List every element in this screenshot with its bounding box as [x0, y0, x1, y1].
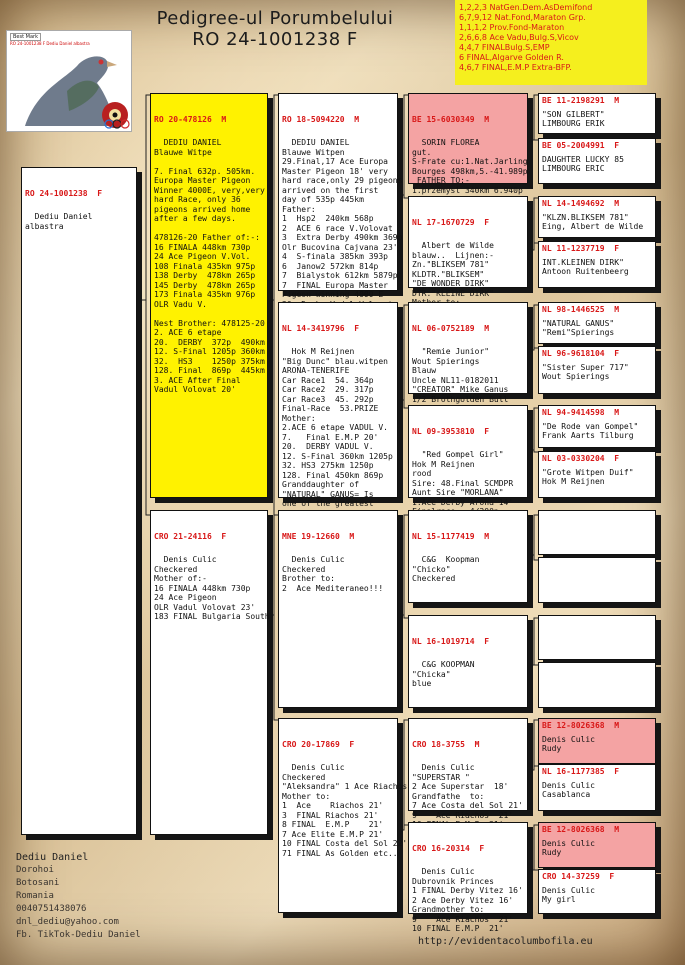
gg-grandparent-card [538, 196, 656, 238]
card-details: DAUGHTER LUCKY 85 LIMBOURG ERIC [542, 154, 624, 173]
ring-number: NL 09-3953810 F [412, 427, 490, 436]
ring-number: BE 12-8026368 M [542, 825, 620, 834]
achievement-line: 1,1,1,2 Prov.Fond-Maraton [459, 23, 565, 32]
gg-grandparent-card [538, 510, 656, 555]
ring-number: NL 03-0330204 F [542, 454, 620, 463]
title-line-2: RO 24-1001238 F [192, 29, 358, 50]
gg-grandparent-card [538, 405, 656, 448]
card-details: Denis Culic Checkered "Aleksandra" 1 Ace Riachos Mother to: 1 Ace Riachos 21' 3 FINAL Riachos 21' 8 FINAL E.M.P 21' 7 Ace Elite E.M.P 21' 10 FINAL Costa del Sol 22' 71 FINAL As Golden etc.. [282, 763, 408, 858]
card-details: Hok M Reijnen "Big Dunc" blau.witpen ARONA-TENERIFE Car Race1 54. 364p Car Race2 29. 317p Car Race3 45. 292p Final-Race 53.PRIZE Mother: 2.ACE 6 etape VADUL V. 7. Final E.M.P 20' 20. DERBY VADUL V. 12. S-Final 360km 1205p 32. HS3 275km 1250p 128. Final 450km 869p Granddaughter of "NATURAL" GANUS= Is one of the greatest [282, 347, 393, 508]
ring-number: MNE 19-12660 M [282, 532, 355, 541]
card-details: Denis Culic Dubrovnik Princes 1 FINAL Derby Vitez 16' 2 Ace Derby Vitez 16' Grandmother to: 9 Ace Riachos 21' 10 FINAL E.M.P 21' [412, 867, 523, 933]
great-grandparent-card [408, 196, 528, 298]
gg-grandparent-card [538, 615, 656, 660]
gg-grandparent-card [538, 662, 656, 708]
card-details: Denis Culic Checkered Brother to: 2 Ace Mediteraneo!!! [282, 555, 384, 593]
achievement-line: 4,6,7 FINAL,E.M.P Extra-BFP. [459, 63, 572, 72]
card-details: Denis Culic Rudy [542, 838, 595, 857]
card-details: INT.KLEINEN DIRK" Antoon Ruitenbeerg [542, 257, 629, 276]
photo-caption: RO 24-1001238 F Dediu Daniel albastra [10, 41, 90, 46]
gg-grandparent-card [538, 138, 656, 184]
card-details: "Red Gompel Girl" Hok M Reijnen rood Sire: 48.Final SCMDPR Aunt Sire "MORLANA" 1.Ace Derby Arona 14' [412, 450, 514, 507]
ring-number: NL 06-0752189 M [412, 324, 490, 333]
card-details: Albert de Wilde blauw.. Lijnen:- Zn."BLIKSEM 781" KLDTR."BLIKSEM" "DE WONDER DIRK" DTR."KLEINE DIRK" [412, 241, 494, 298]
card-details: C&G KOOPMAN "Chicka" blue [412, 660, 475, 688]
card-details: "SON GILBERT" LIMBOURG ERIK [542, 109, 605, 128]
card-details: Denis Culic My girl [542, 885, 595, 904]
great-grandparent-card [408, 718, 528, 820]
photo-tag: Best Mark [10, 33, 41, 41]
achievement-line: 1,2,2,3 NatGen.Dem.AsDemifond [459, 3, 593, 12]
card-details: "Sister Super 717" Wout Spierings [542, 362, 629, 381]
card-details: DEDIU DANIEL Blauwe Witpen 29.Final,17 Ace Europa Master Pigeon 18' very hard race,only 29 pigeons arrived on the first day of 535p 445km Father: 1 Hsp2 240km 568p 2 ACE 6 race V.Volovat 3 Extra Derby 490km 369p Olr Bucovina Cajvana 23' 4 S-finala 385km 393p 6 Janow2 572km 814p 7 Bialystok 612km 5879p 7 FINAL Europa Master Pigeon winning 4000 E [282, 138, 403, 299]
pigeon-photo [6, 30, 132, 132]
card-details: Denis Culic Checkered Mother of:- 16 FINALA 448km 730p 24 Ace Pigeon OLR Vadul Volovat 23' 183 FINAL Bulgaria South [154, 555, 270, 621]
ring-number: NL 96-9618104 F [542, 349, 620, 358]
ring-number: NL 14-1494692 M [542, 199, 620, 208]
achievement-line: 4,4,7 FINALBulg.S,EMP [459, 43, 550, 52]
website-link[interactable]: http://evidentacolumbofila.eu [418, 936, 593, 947]
great-grandparent-card [408, 302, 528, 404]
card-details: DEDIU DANIEL Blauwe Witpe 7. Final 632p. 505km. Europa Master Pigeon Winner 4000E, very,very hard Race, only 36 pigeons arrived home after a few days. 478126-20 Father of:-: 16 FINALA 448km 730p 24 Ace Pigeon V.Vol. 108 Finala 435km 975p 138 Derby 478km 265p 145 Derby 478km 265p 173 Finala 435km 976p OLR Vadu V. Nest Brother: 478125-20 2. ACE 6 etape 20. DERBY 372p 490km 12. S-Final 1205p 360km 32. HS3 1250p 375km 128. Final 869p 445km 3. ACE After Final Vadul Volovat 20' [154, 138, 265, 394]
ring-number: BE 11-2198291 M [542, 96, 620, 105]
achievement-line: 6 FINAL,Algarve Golden R. [459, 53, 564, 62]
card-details: "KLZN.BLIKSEM 781" Eing, Albert de Wilde [542, 212, 644, 231]
card-details: Denis Culic Casablanca [542, 780, 595, 799]
ring-number: NL 94-9414598 M [542, 408, 620, 417]
gg-grandparent-card [538, 718, 656, 764]
gg-grandparent-card [538, 822, 656, 868]
gg-grandparent-card [538, 764, 656, 811]
ring-number: CRO 14-37259 F [542, 872, 615, 881]
owner-name: Dediu Daniel [16, 852, 89, 863]
grandparent-card [278, 302, 398, 508]
card-details: Dediu Daniel albastra [25, 212, 93, 231]
ring-number: NL 16-1177385 F [542, 767, 620, 776]
card-details: "Grote Witpen Duif" Hok M Reijnen [542, 467, 634, 486]
grandparent-card [278, 718, 408, 913]
grandparent-card [278, 510, 398, 708]
great-grandparent-card [408, 405, 528, 507]
ring-number: NL 14-3419796 F [282, 324, 360, 333]
ring-number: BE 12-8026368 M [542, 721, 620, 730]
card-details: "Remie Junior" Wout Spierings Blauw Uncle NL11-0182011 "CREATOR" Mike Ganus 1/2 Brothgolden Bull [412, 347, 509, 404]
dam-card [150, 510, 268, 835]
gg-grandparent-card [538, 93, 656, 134]
gg-grandparent-card [538, 241, 656, 288]
ring-number: BE 05-2004991 F [542, 141, 620, 150]
owner-info [16, 851, 141, 942]
achievement-line: 2,6,6,8 Ace Vadu,Bulg.S,Vicov [459, 33, 579, 42]
card-details: "De Rode van Gompel" Frank Aarts Tilburg [542, 421, 639, 440]
ring-number: RO 18-5094220 M [282, 115, 360, 124]
card-details: Denis Culic "SUPERSTAR " 2 Ace Superstar 18' Grandfathe to: 7 Ace Costa del Sol 21' 9 Ace Riachos 21' [412, 763, 523, 820]
gg-grandparent-card [538, 346, 656, 394]
gg-grandparent-card [538, 869, 656, 914]
gg-grandparent-card [538, 557, 656, 603]
achievements-panel [455, 0, 647, 85]
great-grandparent-card [408, 615, 528, 708]
ring-number: NL 17-1670729 F [412, 218, 490, 227]
subject-card [21, 167, 137, 835]
ring-number: RO 20-478126 M [154, 115, 227, 124]
gg-grandparent-card [538, 302, 656, 344]
card-details: C&G Koopman "Chicko" Checkered [412, 555, 480, 583]
grandparent-card [278, 93, 403, 299]
ring-number: BE 15-6030349 M [412, 115, 490, 124]
page-title [110, 8, 440, 50]
sire-card [150, 93, 268, 498]
ring-number: CRO 18-3755 M [412, 740, 480, 749]
title-line-1: Pedigree-ul Porumbelului [156, 8, 394, 29]
card-details: Denis Culic Rudy [542, 734, 595, 753]
ring-number: CRO 16-20314 F [412, 844, 485, 853]
ring-number: NL 15-1177419 M [412, 532, 490, 541]
owner-contact: Dorohoi Botosani Romania 0040751438076 dnl_dediu@yahoo.com Fb. TikTok-Dediu Daniel [16, 865, 141, 940]
ring-number: CRO 21-24116 F [154, 532, 227, 541]
ring-number: CRO 20-17869 F [282, 740, 355, 749]
great-grandparent-card [408, 510, 528, 603]
ring-number: NL 11-1237719 F [542, 244, 620, 253]
pigeon-illustration [7, 31, 133, 133]
card-details: SORIN FLOREA gut. S-Frate cu:1.Nat.Jarling Bourges 498km,5.-41.989p FATHER TO:- 1.przemysl 340km 6.940p [412, 138, 528, 195]
card-details: "NATURAL GANUS" "Remi"Spierings [542, 318, 615, 337]
achievement-line: 6,7,9,12 Nat.Fond,Maraton Grp. [459, 13, 586, 22]
ring-number: NL 16-1019714 F [412, 637, 490, 646]
great-grandparent-card [408, 93, 528, 195]
great-grandparent-card [408, 822, 528, 933]
ring-number: RO 24-1001238 F [25, 189, 103, 198]
ring-number: NL 98-1446525 M [542, 305, 620, 314]
gg-grandparent-card [538, 451, 656, 498]
